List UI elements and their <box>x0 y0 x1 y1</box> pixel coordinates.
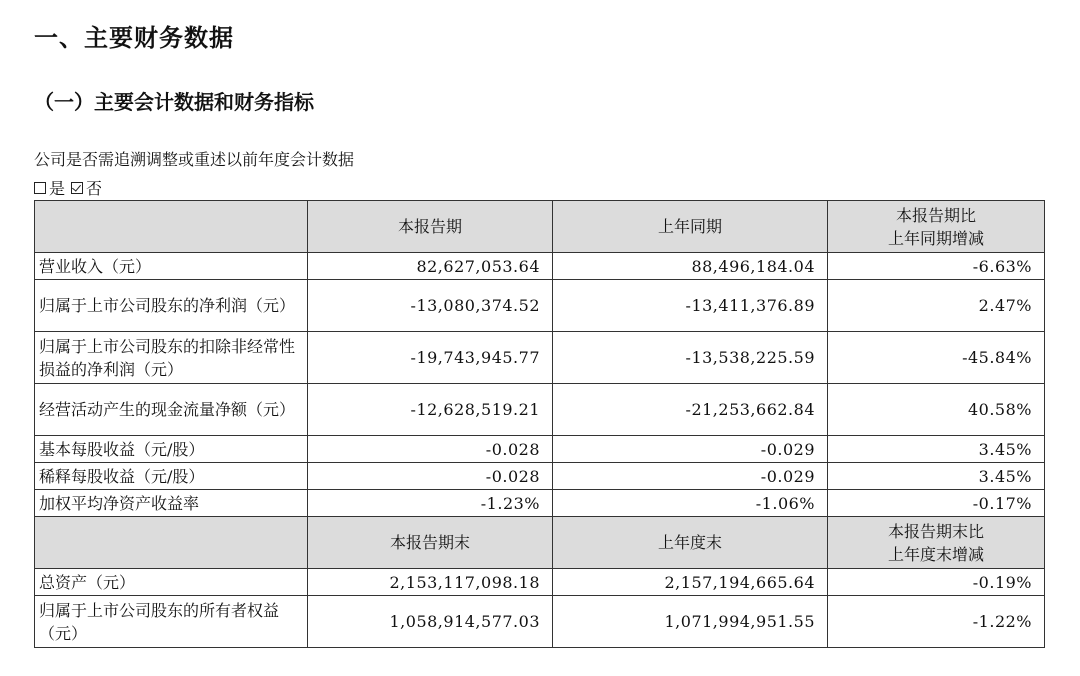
row-prior: -0.029 <box>553 436 828 463</box>
row-label: 总资产（元） <box>35 569 308 596</box>
table-row <box>35 463 1045 490</box>
restate-question: 公司是否需追溯调整或重述以前年度会计数据 <box>34 150 355 169</box>
row-label: 归属于上市公司股东的所有者权益（元） <box>35 596 308 648</box>
table-header-row <box>35 201 1045 253</box>
row-label: 加权平均净资产收益率 <box>35 490 308 517</box>
row-label: 经营活动产生的现金流量净额（元） <box>35 384 308 436</box>
row-label: 稀释每股收益（元/股） <box>35 463 308 490</box>
header-period-end: 本报告期末 <box>308 517 553 569</box>
table-row <box>35 436 1045 463</box>
header-blank-cell <box>35 517 308 569</box>
row-prior: 88,496,184.04 <box>553 253 828 280</box>
row-current: -0.028 <box>308 436 553 463</box>
header-end-change <box>828 517 1045 569</box>
row-current: -19,743,945.77 <box>308 332 553 384</box>
option-yes[interactable] <box>34 176 65 199</box>
option-yes-label: 是 <box>49 179 66 198</box>
option-no[interactable] <box>71 176 102 199</box>
row-change: -1.22% <box>828 596 1045 648</box>
row-prior: 1,071,994,951.55 <box>553 596 828 648</box>
row-prior: -13,411,376.89 <box>553 280 828 332</box>
table-row <box>35 253 1045 280</box>
row-prior: -0.029 <box>553 463 828 490</box>
header-change <box>828 201 1045 253</box>
row-current: -13,080,374.52 <box>308 280 553 332</box>
header-prior-period: 上年同期 <box>553 201 828 253</box>
row-prior: -21,253,662.84 <box>553 384 828 436</box>
row-label: 营业收入（元） <box>35 253 308 280</box>
row-change: -45.84% <box>828 332 1045 384</box>
checkbox-checked-icon[interactable] <box>71 182 83 194</box>
table-header-row <box>35 517 1045 569</box>
financial-data-table <box>34 200 1045 648</box>
row-change: 3.45% <box>828 463 1045 490</box>
row-prior: -1.06% <box>553 490 828 517</box>
header-change-line1: 本报告期比 <box>895 205 976 225</box>
row-change: -6.63% <box>828 253 1045 280</box>
row-current: -12,628,519.21 <box>308 384 553 436</box>
table-row <box>35 569 1045 596</box>
table-row <box>35 384 1045 436</box>
table-row <box>35 490 1045 517</box>
row-label: 归属于上市公司股东的净利润（元） <box>35 280 308 332</box>
row-change: 3.45% <box>828 436 1045 463</box>
table-row <box>35 596 1045 648</box>
row-change: -0.19% <box>828 569 1045 596</box>
row-current: -0.028 <box>308 463 553 490</box>
row-change: 40.58% <box>828 384 1045 436</box>
header-end-change-line1: 本报告期末比 <box>887 521 984 541</box>
subsection-heading: （一）主要会计数据和财务指标 <box>34 90 314 114</box>
row-prior: 2,157,194,665.64 <box>553 569 828 596</box>
row-current: 82,627,053.64 <box>308 253 553 280</box>
row-current: 1,058,914,577.03 <box>308 596 553 648</box>
row-label: 归属于上市公司股东的扣除非经常性损益的净利润（元） <box>35 332 308 384</box>
section-heading: 一、主要财务数据 <box>34 24 234 52</box>
row-current: 2,153,117,098.18 <box>308 569 553 596</box>
header-change-line2: 上年同期增减 <box>887 228 984 248</box>
table-row <box>35 280 1045 332</box>
row-current: -1.23% <box>308 490 553 517</box>
option-no-label: 否 <box>86 179 103 198</box>
header-blank-cell <box>35 201 308 253</box>
row-change: 2.47% <box>828 280 1045 332</box>
row-label: 基本每股收益（元/股） <box>35 436 308 463</box>
header-current-period: 本报告期 <box>308 201 553 253</box>
header-prior-year-end: 上年度末 <box>553 517 828 569</box>
row-change: -0.17% <box>828 490 1045 517</box>
header-end-change-line2: 上年度末增减 <box>887 544 984 564</box>
row-prior: -13,538,225.59 <box>553 332 828 384</box>
checkbox-unchecked-icon[interactable] <box>34 182 46 194</box>
restate-options <box>34 176 108 199</box>
table-row <box>35 332 1045 384</box>
